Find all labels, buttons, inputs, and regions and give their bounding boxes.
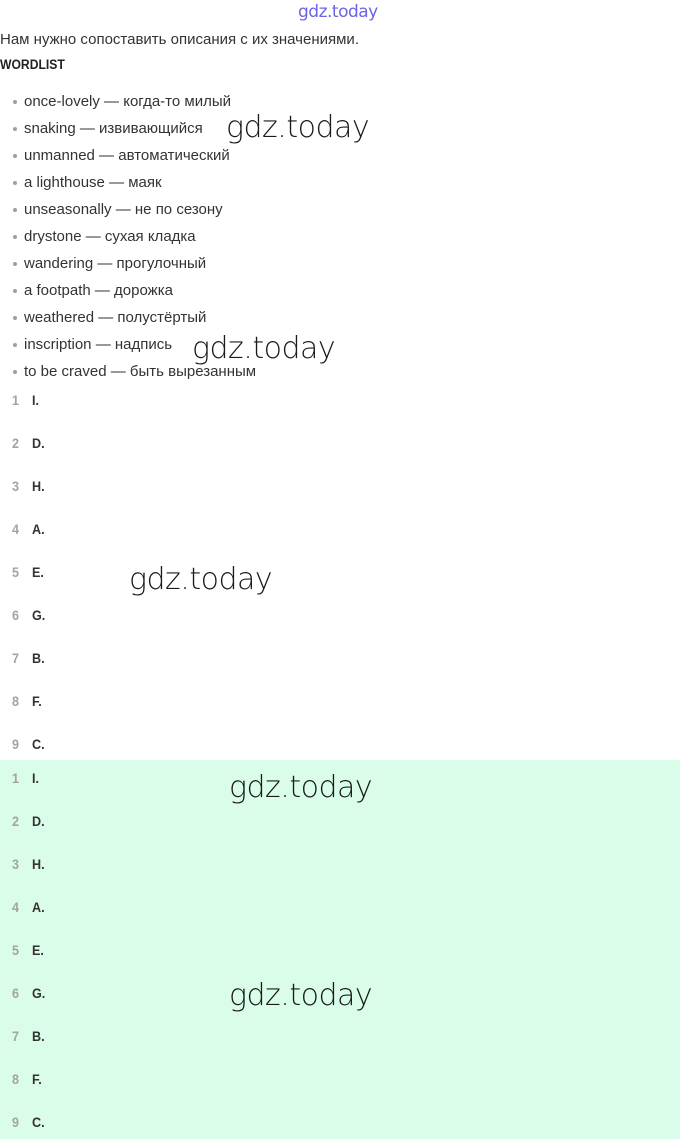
wordlist-item (0, 309, 256, 336)
wordlist-item (0, 93, 256, 120)
answer-number: 1 (12, 770, 20, 786)
answer-letter: G. (32, 985, 46, 1001)
answer-letter: C. (32, 736, 45, 752)
wordlist-item-text: a lighthouse — маяк (24, 174, 162, 191)
wordlist-item-text: a footpath — дорожка (24, 282, 173, 299)
answer-number: 4 (12, 521, 20, 537)
answer-letter: E. (32, 564, 44, 580)
answer-letter: I. (32, 770, 40, 786)
bullet-icon (13, 208, 17, 212)
answers-list-highlighted (0, 760, 680, 1139)
wordlist-item (0, 228, 256, 255)
wordlist (0, 93, 256, 390)
answer-number: 3 (12, 478, 20, 494)
wordlist-item-text: wandering — прогулочный (24, 255, 207, 272)
answer-number: 6 (12, 985, 20, 1001)
wordlist-item (0, 363, 256, 390)
answer-letter: H. (32, 478, 45, 494)
answer-letter: E. (32, 942, 44, 958)
answer-number: 7 (12, 650, 20, 666)
answer-letter: A. (32, 521, 45, 537)
wordlist-item-text: inscription — надпись (24, 336, 173, 353)
watermark-top: gdz.today (298, 2, 378, 22)
answer-number: 2 (12, 813, 20, 829)
answer-letter: H. (32, 856, 45, 872)
bullet-icon (13, 127, 17, 131)
answer-number: 4 (12, 899, 20, 915)
answer-number: 7 (12, 1028, 20, 1044)
wordlist-item-text: unseasonally — не по сезону (24, 201, 223, 218)
bullet-icon (13, 370, 17, 374)
answer-letter: I. (32, 392, 40, 408)
wordlist-heading: WORDLIST (0, 57, 65, 72)
watermark: gdz.today (192, 331, 336, 366)
watermark: gdz.today (226, 110, 370, 145)
wordlist-item (0, 201, 256, 228)
wordlist-item-text: weathered — полустёртый (24, 309, 207, 326)
wordlist-item-text: unmanned — автоматический (24, 147, 230, 164)
answer-number: 8 (12, 693, 20, 709)
bullet-icon (13, 181, 17, 185)
watermark: gdz.today (229, 978, 373, 1013)
answer-number: 1 (12, 392, 20, 408)
wordlist-item (0, 336, 256, 363)
bullet-icon (13, 100, 17, 104)
answer-letter: A. (32, 899, 45, 915)
answer-letter: B. (32, 650, 45, 666)
wordlist-item-text: snaking — извивающийся (24, 120, 203, 137)
wordlist-item (0, 147, 256, 174)
answer-letter: C. (32, 1114, 45, 1130)
answer-number: 5 (12, 942, 20, 958)
watermark: gdz.today (229, 770, 373, 805)
answer-number: 3 (12, 856, 20, 872)
answers-list (0, 390, 680, 760)
wordlist-item (0, 174, 256, 201)
wordlist-item-text: drystone — сухая кладка (24, 228, 196, 245)
answer-letter: D. (32, 435, 45, 451)
wordlist-item-text: to be craved — быть вырезанным (24, 363, 257, 380)
answer-letter: F. (32, 693, 42, 709)
answer-letter: F. (32, 1071, 42, 1087)
bullet-icon (13, 262, 17, 266)
watermark: gdz.today (129, 562, 273, 597)
answer-number: 6 (12, 607, 20, 623)
bullet-icon (13, 235, 17, 239)
answer-number: 8 (12, 1071, 20, 1087)
answer-number: 5 (12, 564, 20, 580)
bullet-icon (13, 154, 17, 158)
wordlist-item-text: once-lovely — когда-то милый (24, 93, 231, 110)
answer-number: 9 (12, 1114, 20, 1130)
wordlist-item (0, 255, 256, 282)
bullet-icon (13, 289, 17, 293)
bullet-icon (13, 343, 17, 347)
answer-number: 2 (12, 435, 20, 451)
wordlist-item (0, 120, 256, 147)
answer-letter: G. (32, 607, 46, 623)
answer-number: 9 (12, 736, 20, 752)
answer-letter: B. (32, 1028, 45, 1044)
answer-letter: D. (32, 813, 45, 829)
intro-text: Нам нужно сопоставить описания с их значениями. (0, 31, 359, 48)
wordlist-item (0, 282, 256, 309)
bullet-icon (13, 316, 17, 320)
